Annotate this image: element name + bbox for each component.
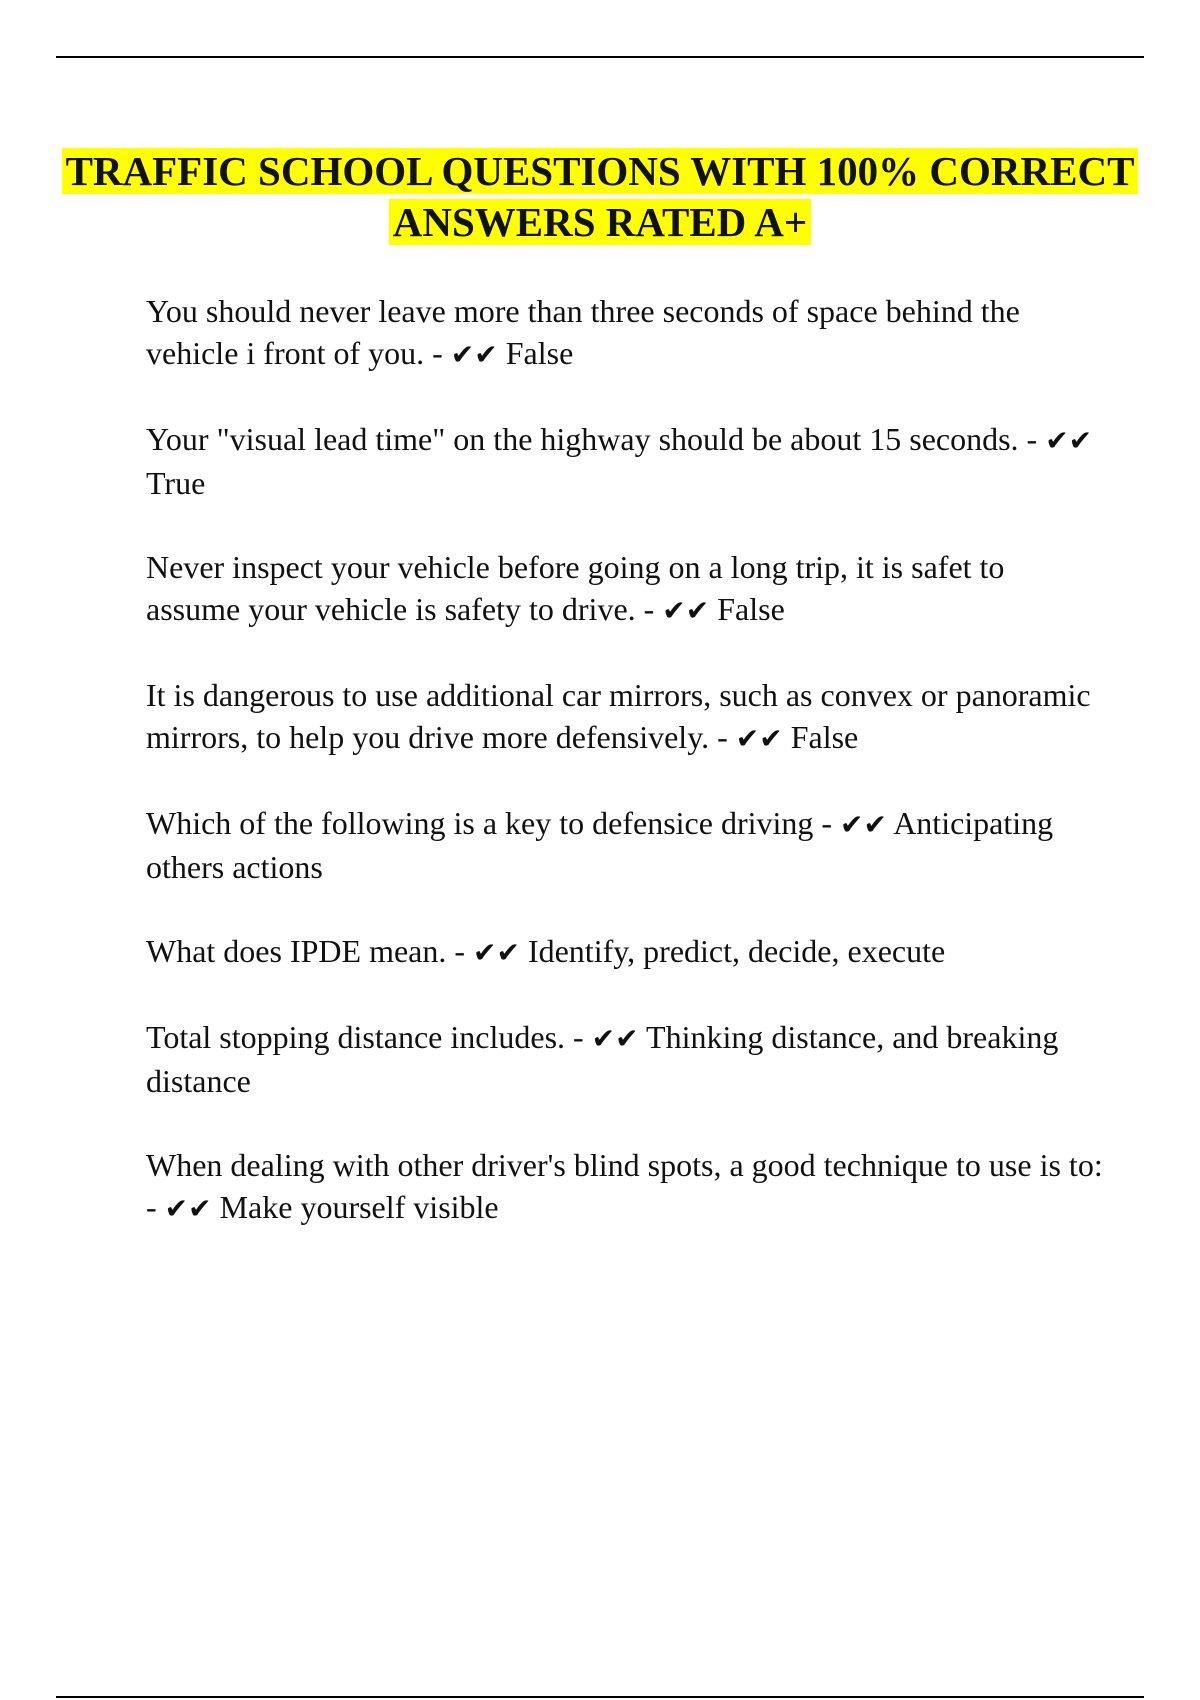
qa-item-2 <box>146 418 1106 504</box>
separator: - <box>717 719 728 755</box>
bottom-rule <box>56 1696 1144 1698</box>
check-mark-icon: ✔✔ <box>735 722 783 755</box>
top-rule <box>56 56 1144 58</box>
qa-list <box>146 290 1106 1272</box>
qa-item-6 <box>146 930 1106 974</box>
separator: - <box>821 805 833 841</box>
check-mark-icon: ✔✔ <box>473 936 520 969</box>
qa-item-5 <box>146 802 1106 888</box>
qa-item-3 <box>146 546 1106 632</box>
separator: - <box>454 933 466 969</box>
answer-text: False <box>790 719 859 755</box>
answer-text: True <box>146 465 206 501</box>
qa-item-7 <box>146 1016 1106 1102</box>
separator: - <box>432 335 443 371</box>
check-mark-icon: ✔✔ <box>840 808 887 841</box>
check-mark-icon: ✔✔ <box>450 338 498 371</box>
answer-text: Anticipating others actions <box>146 805 1054 885</box>
check-mark-icon: ✔✔ <box>164 1192 212 1225</box>
question-text: Your "visual lead time" on the highway should be about 15 seconds. <box>146 421 1019 457</box>
answer-text: False <box>505 335 574 371</box>
question-text: What does IPDE mean. <box>146 933 447 969</box>
question-text: Which of the following is a key to defensice driving <box>146 805 814 841</box>
separator: - <box>1026 421 1038 457</box>
title-highlight: TRAFFIC SCHOOL QUESTIONS WITH 100% CORRECT ANSWERS RATED A+ <box>62 148 1139 245</box>
answer-text: Identify, predict, decide, execute <box>527 933 946 969</box>
answer-text: Thinking distance, and breaking distance <box>146 1019 1059 1099</box>
separator: - <box>643 591 655 627</box>
question-text: When dealing with other driver's blind spots, a good technique to use is to: <box>146 1147 1103 1183</box>
separator: - <box>573 1019 584 1055</box>
qa-item-1 <box>146 290 1106 376</box>
question-text: Total stopping distance includes. <box>146 1019 566 1055</box>
answer-text: False <box>717 591 785 627</box>
check-mark-icon: ✔✔ <box>591 1022 639 1055</box>
qa-item-8 <box>146 1144 1106 1230</box>
check-mark-icon: ✔✔ <box>662 594 710 627</box>
separator: - <box>146 1189 157 1225</box>
check-mark-icon: ✔✔ <box>1045 424 1093 457</box>
question-text: You should never leave more than three seconds of space behind the vehicle i front of you. <box>146 293 1020 371</box>
answer-text: Make yourself visible <box>219 1189 499 1225</box>
qa-item-4 <box>146 674 1106 760</box>
question-text: Never inspect your vehicle before going on a long trip, it is safet to assume your vehicle is safety to drive. <box>146 549 1005 627</box>
question-text: It is dangerous to use additional car mirrors, such as convex or panoramic mirrors, to help you drive more defensively. <box>146 677 1091 755</box>
document-title <box>60 146 1140 248</box>
